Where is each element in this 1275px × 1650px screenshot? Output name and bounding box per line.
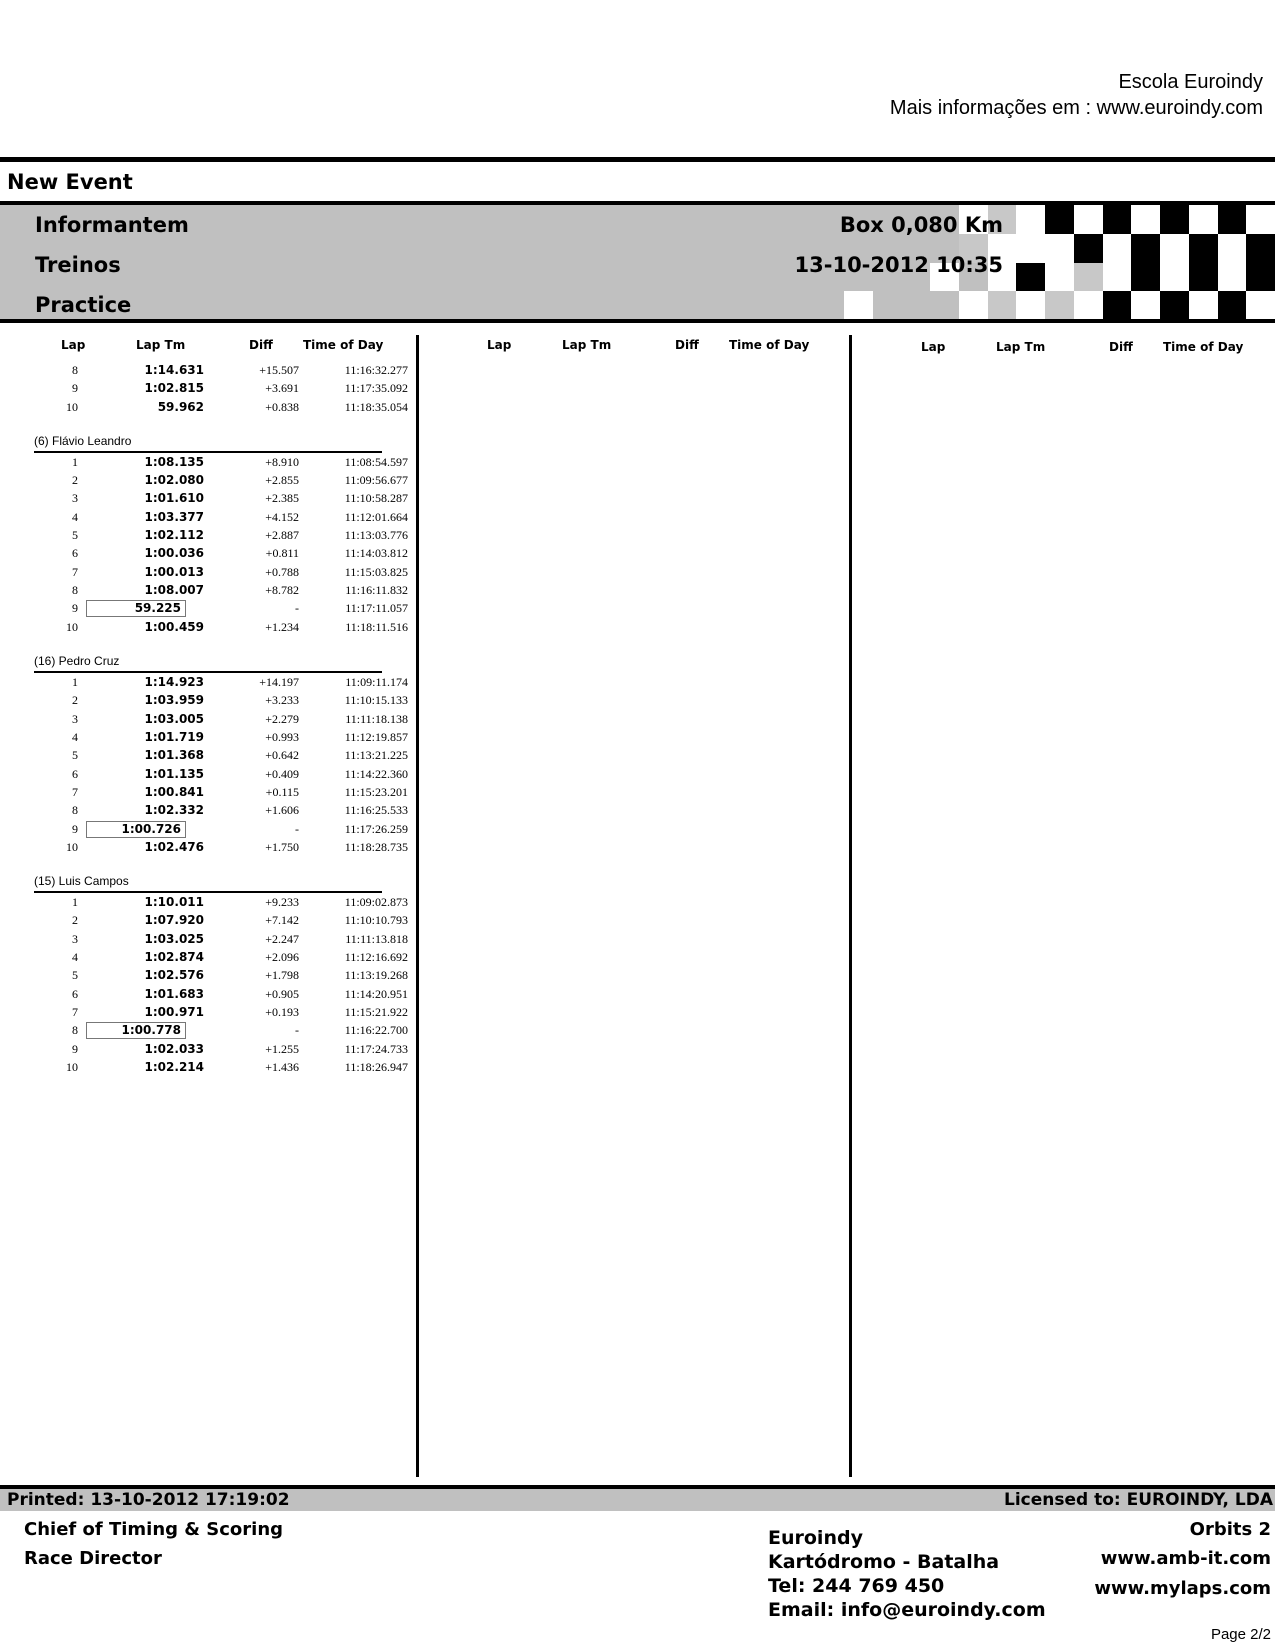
lap-time: 1:03.377 [144, 509, 204, 524]
lap-number: 1 [72, 454, 78, 469]
lap-time: 1:08.135 [144, 454, 204, 469]
time-of-day: 11:10:15.133 [344, 693, 408, 708]
lap-diff: +2.385 [265, 491, 299, 506]
lap-time: 59.962 [157, 399, 204, 414]
lap-diff: +0.409 [265, 766, 299, 781]
lap-time: 1:02.033 [144, 1041, 204, 1056]
time-of-day: 11:10:10.793 [344, 913, 408, 928]
lap-time: 1:02.332 [144, 803, 204, 818]
col-tod-header: Time of Day [1163, 340, 1244, 354]
lap-row [34, 1058, 408, 1076]
top-rule [0, 157, 1275, 162]
checker-square [1016, 263, 1045, 292]
lap-row [34, 1040, 408, 1058]
lap-row [34, 765, 408, 783]
checker-square [1045, 205, 1074, 234]
time-of-day: 11:10:58.287 [344, 491, 408, 506]
lap-number: 5 [72, 968, 78, 983]
checker-square [1103, 263, 1132, 292]
lap-number: 1 [72, 674, 78, 689]
lap-number: 5 [72, 528, 78, 543]
lap-number: 1 [72, 894, 78, 909]
checker-square [1189, 205, 1218, 234]
lap-time: 1:02.080 [144, 473, 204, 488]
lap-diff: +9.233 [265, 894, 299, 909]
race-director-label: Race Director [24, 1548, 162, 1569]
lap-row [34, 673, 408, 691]
lap-time: 1:00.726 [86, 821, 186, 838]
lap-time: 1:01.368 [144, 748, 204, 763]
lap-number: 7 [72, 784, 78, 799]
checker-square [873, 291, 902, 320]
lap-row [34, 930, 408, 948]
lap-row [34, 508, 408, 526]
checker-square [1103, 234, 1132, 263]
driver-name: (6) Flávio Leandro [34, 433, 132, 448]
lap-diff: +0.115 [265, 784, 299, 799]
time-of-day: 11:17:26.259 [344, 821, 408, 836]
lap-number: 6 [72, 546, 78, 561]
best-lap-row [34, 820, 408, 838]
venue-email: Email: info@euroindy.com [768, 1599, 1046, 1621]
time-of-day: 11:11:18.138 [345, 711, 408, 726]
lap-time: 1:02.476 [144, 839, 204, 854]
lap-time: 59.225 [86, 600, 186, 617]
lap-number: 3 [72, 931, 78, 946]
lap-time: 1:00.013 [144, 564, 204, 579]
lap-number: 4 [72, 509, 78, 524]
time-of-day: 11:15:23.201 [344, 784, 408, 799]
checker-square [1045, 234, 1074, 263]
lap-number: 4 [72, 729, 78, 744]
lap-diff: +2.096 [265, 950, 299, 964]
time-of-day: 11:16:25.533 [344, 803, 408, 818]
best-lap-row [34, 1021, 408, 1039]
checker-square [1103, 205, 1132, 234]
checker-square [1218, 263, 1247, 292]
lap-number: 8 [72, 583, 78, 598]
checker-square [1189, 263, 1218, 292]
lap-number: 4 [72, 950, 78, 964]
session-name: Practice [35, 293, 132, 317]
lap-row [34, 563, 408, 581]
checker-square [988, 291, 1017, 320]
lap-diff: +2.279 [265, 711, 299, 726]
lap-row [34, 379, 408, 397]
time-of-day: 11:16:11.832 [345, 583, 408, 598]
chief-of-timing-label: Chief of Timing & Scoring [24, 1519, 284, 1540]
lap-diff: +4.152 [265, 509, 299, 524]
time-of-day: 11:17:24.733 [344, 1041, 408, 1056]
lap-diff: +2.887 [265, 528, 299, 543]
session-type: Treinos [35, 253, 121, 277]
lap-time: 1:02.112 [144, 528, 204, 543]
time-of-day: 11:09:11.174 [345, 674, 408, 689]
lap-diff: +1.436 [265, 1060, 299, 1075]
lap-time: 1:14.923 [144, 674, 204, 689]
checker-square [1074, 205, 1103, 234]
time-of-day: 11:08:54.597 [344, 454, 408, 469]
lap-time: 1:08.007 [144, 583, 204, 598]
time-of-day: 11:17:35.092 [344, 381, 408, 396]
checker-square [1103, 291, 1132, 320]
lap-row [34, 746, 408, 764]
lap-number: 3 [72, 491, 78, 506]
session-organizer: Informantem [35, 213, 189, 237]
header-bottom-rule [0, 319, 1275, 323]
event-title: New Event [7, 170, 133, 194]
time-of-day: 11:09:56.677 [344, 473, 408, 488]
lap-diff: +0.788 [265, 564, 299, 579]
mylaps-website-link: www.mylaps.com [1094, 1578, 1271, 1599]
lap-diff: +1.750 [265, 839, 299, 854]
lap-row [34, 361, 408, 379]
lap-diff: +7.142 [265, 913, 299, 928]
lap-diff: +0.993 [265, 729, 299, 744]
lap-number: 8 [72, 363, 78, 377]
col-lap-header: Lap [921, 340, 946, 354]
session-datetime: 13-10-2012 10:35 [794, 253, 1003, 277]
col-tod-header: Time of Day [729, 338, 810, 352]
lap-row [34, 966, 408, 984]
time-of-day: 11:16:22.700 [344, 1023, 408, 1038]
checker-square [1160, 234, 1189, 263]
lap-row [34, 783, 408, 801]
lap-number: 10 [66, 399, 78, 414]
lap-row [34, 985, 408, 1003]
time-of-day: 11:14:20.951 [344, 986, 408, 1001]
checker-square [1074, 234, 1103, 263]
lap-number: 3 [72, 711, 78, 726]
lap-row [34, 911, 408, 929]
lap-diff: +15.507 [259, 363, 299, 377]
time-of-day: 11:16:32.277 [344, 363, 408, 377]
time-of-day: 11:17:11.057 [345, 601, 408, 616]
checker-square [1160, 291, 1189, 320]
amb-website-link: www.amb-it.com [1100, 1548, 1271, 1569]
lap-time: 1:07.920 [144, 913, 204, 928]
lap-diff: - [295, 601, 299, 616]
checker-square [901, 291, 930, 320]
lap-number: 2 [72, 913, 78, 928]
lap-row [34, 710, 408, 728]
checker-square [1131, 205, 1160, 234]
lap-number: 6 [72, 766, 78, 781]
lap-number: 2 [72, 693, 78, 708]
lap-time: 1:00.036 [144, 546, 204, 561]
software-name: Orbits 2 [1189, 1519, 1271, 1540]
lap-time: 1:00.971 [144, 1005, 204, 1020]
driver-header [34, 655, 382, 673]
venue-phone: Tel: 244 769 450 [768, 1575, 945, 1597]
lap-diff: +0.811 [265, 546, 299, 561]
lap-diff: +8.910 [265, 454, 299, 469]
col-tod-header: Time of Day [303, 338, 384, 352]
lap-row [34, 838, 408, 856]
driver-name: (16) Pedro Cruz [34, 653, 120, 668]
checker-square [959, 291, 988, 320]
checker-square [1131, 263, 1160, 292]
lap-number: 7 [72, 1005, 78, 1020]
column-divider [849, 335, 852, 1477]
venue-name: Euroindy [768, 1527, 863, 1549]
lap-row [34, 728, 408, 746]
lap-row [34, 618, 408, 636]
time-of-day: 11:15:03.825 [344, 564, 408, 579]
more-info-text: Mais informações em : www.euroindy.com [889, 97, 1263, 119]
venue-location: Kartódromo - Batalha [768, 1551, 1000, 1573]
checker-square [1246, 234, 1275, 263]
checker-square [1160, 205, 1189, 234]
lap-time: 1:14.631 [144, 363, 204, 377]
lap-diff: +1.255 [265, 1041, 299, 1056]
driver-name: (15) Luis Campos [34, 873, 129, 888]
time-of-day: 11:12:01.664 [344, 509, 408, 524]
col-diff-header: Diff [249, 338, 273, 352]
checker-square [1246, 263, 1275, 292]
checker-square [1016, 291, 1045, 320]
time-of-day: 11:13:21.225 [344, 748, 408, 763]
best-lap-row [34, 599, 408, 617]
lap-time: 1:10.011 [144, 894, 204, 909]
lap-number: 5 [72, 748, 78, 763]
time-of-day: 11:12:16.692 [344, 950, 408, 964]
time-of-day: 11:14:22.360 [344, 766, 408, 781]
checker-square [1218, 205, 1247, 234]
lap-time: 1:01.135 [144, 766, 204, 781]
lap-row [34, 948, 408, 966]
col-laptm-header: Lap Tm [136, 338, 186, 352]
lap-number: 6 [72, 986, 78, 1001]
checker-square [1131, 234, 1160, 263]
lap-diff: +1.798 [265, 968, 299, 983]
lap-diff: +2.855 [265, 473, 299, 488]
time-of-day: 11:09:02.873 [344, 894, 408, 909]
checker-square [1074, 291, 1103, 320]
column-divider [416, 335, 419, 1477]
lap-time: 1:02.214 [144, 1060, 204, 1075]
lap-row [34, 581, 408, 599]
checker-square [1189, 234, 1218, 263]
page-number: Page 2/2 [1210, 1626, 1271, 1643]
col-diff-header: Diff [675, 338, 699, 352]
lap-diff: +2.247 [265, 931, 299, 946]
lap-diff: +3.691 [265, 381, 299, 396]
checker-square [1218, 234, 1247, 263]
lap-number: 2 [72, 473, 78, 488]
lap-row [34, 471, 408, 489]
col-diff-header: Diff [1109, 340, 1133, 354]
time-of-day: 11:15:21.922 [344, 1005, 408, 1020]
checker-square [1218, 291, 1247, 320]
lap-row [34, 489, 408, 507]
lap-diff: +3.233 [265, 693, 299, 708]
lap-row [34, 691, 408, 709]
time-of-day: 11:13:03.776 [344, 528, 408, 543]
lap-row [34, 544, 408, 562]
checker-square [1074, 263, 1103, 292]
lap-number: 9 [72, 821, 78, 836]
lap-number: 10 [66, 839, 78, 854]
lap-time: 1:01.610 [144, 491, 204, 506]
lap-time: 1:03.025 [144, 931, 204, 946]
lap-number: 9 [72, 381, 78, 396]
lap-time: 1:00.778 [86, 1022, 186, 1039]
checker-square [1016, 205, 1045, 234]
checker-square [1246, 205, 1275, 234]
license-text: Licensed to: EUROINDY, LDA [1004, 1490, 1273, 1510]
checker-square [844, 291, 873, 320]
lap-times-list [34, 361, 408, 1076]
checker-square [1016, 234, 1045, 263]
lap-number: 9 [72, 601, 78, 616]
time-of-day: 11:18:11.516 [345, 619, 408, 634]
time-of-day: 11:18:28.735 [344, 839, 408, 854]
lap-time: 1:03.959 [144, 693, 204, 708]
lap-number: 10 [66, 1060, 78, 1075]
lap-diff: +1.234 [265, 619, 299, 634]
lap-time: 1:00.459 [144, 619, 204, 634]
lap-row [34, 893, 408, 911]
checker-square [1045, 291, 1074, 320]
lap-time: 1:02.576 [144, 968, 204, 983]
lap-row [34, 398, 408, 416]
lap-row [34, 453, 408, 471]
lap-row [34, 1003, 408, 1021]
col-laptm-header: Lap Tm [562, 338, 612, 352]
lap-diff: - [295, 821, 299, 836]
time-of-day: 11:12:19.857 [344, 729, 408, 744]
lap-time: 1:02.874 [144, 950, 204, 964]
track-length: Box 0,080 Km [839, 213, 1003, 237]
checker-square [1045, 263, 1074, 292]
lap-diff: +1.606 [265, 803, 299, 818]
checker-square [1160, 263, 1189, 292]
time-of-day: 11:18:35.054 [344, 399, 408, 414]
lap-diff: +14.197 [259, 674, 299, 689]
lap-number: 8 [72, 1023, 78, 1038]
time-of-day: 11:14:03.812 [344, 546, 408, 561]
time-of-day: 11:13:19.268 [344, 968, 408, 983]
lap-time: 1:01.719 [144, 729, 204, 744]
checker-square [930, 291, 959, 320]
lap-number: 7 [72, 564, 78, 579]
lap-diff: +0.193 [265, 1005, 299, 1020]
lap-diff: - [295, 1023, 299, 1038]
lap-number: 10 [66, 619, 78, 634]
org-name: Escola Euroindy [1118, 71, 1263, 93]
lap-number: 9 [72, 1041, 78, 1056]
col-lap-header: Lap [61, 338, 86, 352]
lap-time: 1:00.841 [144, 784, 204, 799]
lap-time: 1:01.683 [144, 986, 204, 1001]
lap-diff: +0.642 [265, 748, 299, 763]
lap-diff: +0.905 [265, 986, 299, 1001]
lap-time: 1:02.815 [144, 381, 204, 396]
col-laptm-header: Lap Tm [996, 340, 1046, 354]
checker-square [1246, 291, 1275, 320]
checker-square [815, 291, 844, 320]
driver-header [34, 434, 382, 452]
driver-header [34, 875, 382, 893]
lap-row [34, 801, 408, 819]
lap-diff: +8.782 [265, 583, 299, 598]
lap-diff: +0.838 [265, 399, 299, 414]
col-lap-header: Lap [487, 338, 512, 352]
lap-time: 1:03.005 [144, 711, 204, 726]
printed-timestamp: Printed: 13-10-2012 17:19:02 [7, 1490, 290, 1510]
time-of-day: 11:11:13.818 [345, 931, 408, 946]
lap-number: 8 [72, 803, 78, 818]
checker-square [1189, 291, 1218, 320]
lap-row [34, 526, 408, 544]
time-of-day: 11:18:26.947 [344, 1060, 408, 1075]
checker-square [1131, 291, 1160, 320]
